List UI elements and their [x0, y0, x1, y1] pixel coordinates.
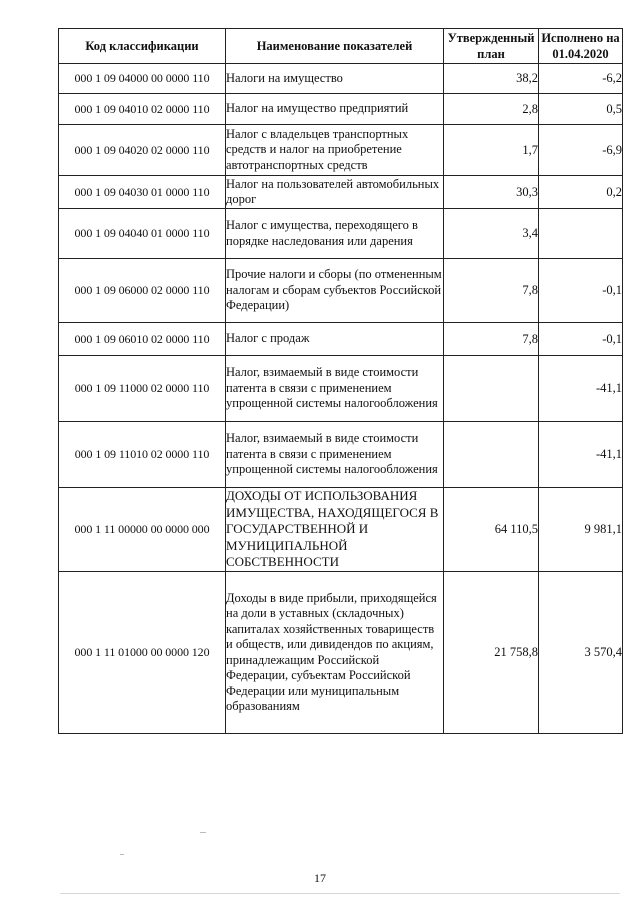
row-name: Налоги на имущество — [226, 64, 444, 94]
row-code: 000 1 11 01000 00 0000 120 — [59, 572, 226, 734]
row-name: Налог на пользователей автомобильных дорог — [226, 176, 444, 209]
row-code: 000 1 09 04000 00 0000 110 — [59, 64, 226, 94]
row-name: Налог с продаж — [226, 323, 444, 356]
row-executed: 0,2 — [539, 176, 623, 209]
row-code: 000 1 09 04040 01 0000 110 — [59, 209, 226, 259]
row-code: 000 1 09 04030 01 0000 110 — [59, 176, 226, 209]
table-row — [59, 488, 623, 572]
table-row — [59, 94, 623, 125]
table-row — [59, 64, 623, 94]
row-plan: 7,8 — [444, 259, 539, 323]
row-code: 000 1 11 00000 00 0000 000 — [59, 488, 226, 572]
row-plan: 64 110,5 — [444, 488, 539, 572]
table-header-row — [59, 29, 623, 64]
table-row — [59, 422, 623, 488]
scan-artifact — [200, 832, 206, 833]
row-name: ДОХОДЫ ОТ ИСПОЛЬЗОВАНИЯ ИМУЩЕСТВА, НАХОДЯЩЕГОСЯ В ГОСУДАРСТВЕННОЙ И МУНИЦИПАЛЬНОЙ СОБСТВЕННОСТИ — [226, 488, 444, 572]
header-name: Наименование показателей — [226, 29, 444, 64]
row-plan: 21 758,8 — [444, 572, 539, 734]
row-executed: -0,1 — [539, 323, 623, 356]
row-name: Налог, взимаемый в виде стоимости патента в связи с применением упрощенной системы налогообложения — [226, 422, 444, 488]
row-code: 000 1 09 04010 02 0000 110 — [59, 94, 226, 125]
row-name: Доходы в виде прибыли, приходящейся на доли в уставных (складочных) капиталах хозяйственных товариществ и обществ, или дивидендов по акциям, принадлежащим Российской Федерации, субъектам Российской Федерации или муниципальным образованиям — [226, 572, 444, 734]
row-executed: -41,1 — [539, 356, 623, 422]
row-executed: -6,2 — [539, 64, 623, 94]
table-row — [59, 125, 623, 176]
row-plan: 38,2 — [444, 64, 539, 94]
row-plan: 30,3 — [444, 176, 539, 209]
row-name: Налог с имущества, переходящего в порядке наследования или дарения — [226, 209, 444, 259]
row-plan — [444, 422, 539, 488]
row-executed — [539, 209, 623, 259]
row-code: 000 1 09 06010 02 0000 110 — [59, 323, 226, 356]
table-row — [59, 356, 623, 422]
row-plan — [444, 356, 539, 422]
header-code: Код классификации — [59, 29, 226, 64]
header-plan: Утвержденный план — [444, 29, 539, 64]
row-code: 000 1 09 04020 02 0000 110 — [59, 125, 226, 176]
table-row — [59, 572, 623, 734]
row-name: Налог, взимаемый в виде стоимости патента в связи с применением упрощенной системы налогообложения — [226, 356, 444, 422]
row-executed: 3 570,4 — [539, 572, 623, 734]
header-executed: Исполнено на 01.04.2020 — [539, 29, 623, 64]
row-plan: 3,4 — [444, 209, 539, 259]
row-plan: 7,8 — [444, 323, 539, 356]
scan-artifact — [120, 854, 124, 855]
page-number: 17 — [314, 871, 326, 885]
row-name: Прочие налоги и сборы (по отмененным налогам и сборам субъектов Российской Федерации) — [226, 259, 444, 323]
row-name: Налог на имущество предприятий — [226, 94, 444, 125]
row-plan: 2,8 — [444, 94, 539, 125]
row-executed: -6,9 — [539, 125, 623, 176]
row-executed: 9 981,1 — [539, 488, 623, 572]
table-row — [59, 176, 623, 209]
revenue-table — [58, 28, 623, 734]
row-plan: 1,7 — [444, 125, 539, 176]
table-row — [59, 323, 623, 356]
row-code: 000 1 09 11000 02 0000 110 — [59, 356, 226, 422]
row-executed: 0,5 — [539, 94, 623, 125]
row-executed: -41,1 — [539, 422, 623, 488]
row-name: Налог с владельцев транспортных средств и налог на приобретение автотранспортных средств — [226, 125, 444, 176]
table-row — [59, 259, 623, 323]
row-executed: -0,1 — [539, 259, 623, 323]
row-code: 000 1 09 06000 02 0000 110 — [59, 259, 226, 323]
scan-artifact — [60, 893, 620, 894]
table-row — [59, 209, 623, 259]
row-code: 000 1 09 11010 02 0000 110 — [59, 422, 226, 488]
